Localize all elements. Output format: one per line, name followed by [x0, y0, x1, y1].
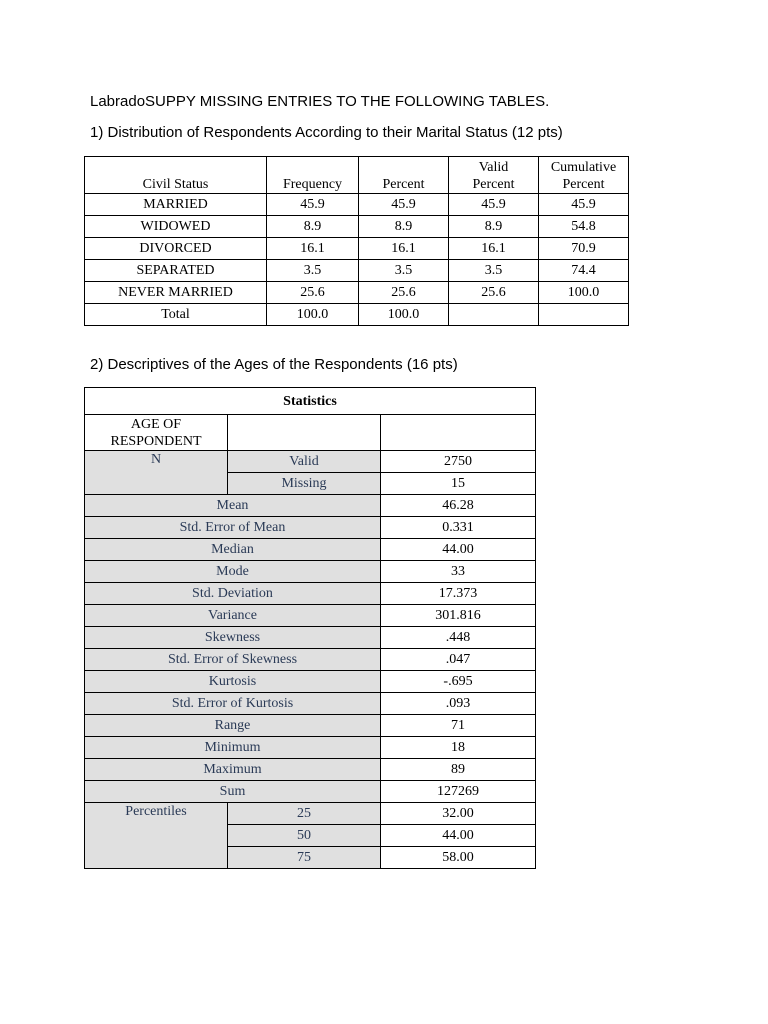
- valid-percent-cell: 25.6: [449, 282, 539, 304]
- frequency-cell: 8.9: [267, 216, 359, 238]
- variable-label: [85, 415, 228, 451]
- missing-value: 15: [381, 473, 536, 495]
- table-row: [85, 238, 629, 260]
- stats-row: [85, 495, 536, 517]
- frequency-cell: 100.0: [267, 304, 359, 326]
- stat-value: .047: [381, 649, 536, 671]
- cumulative-percent-cell: 100.0: [539, 282, 629, 304]
- percentile-label: 25: [228, 803, 381, 825]
- stat-label: Skewness: [85, 627, 381, 649]
- percent-cell: 100.0: [359, 304, 449, 326]
- marital-status-table: [84, 156, 629, 326]
- stats-row: [85, 671, 536, 693]
- status-cell: SEPARATED: [85, 260, 267, 282]
- status-cell: Total: [85, 304, 267, 326]
- percent-cell: 3.5: [359, 260, 449, 282]
- stat-value: .093: [381, 693, 536, 715]
- frequency-cell: 3.5: [267, 260, 359, 282]
- table-row: [85, 194, 629, 216]
- percentiles-label: Percentiles: [85, 803, 228, 869]
- stat-value: 18: [381, 737, 536, 759]
- header-cumulative-percent: [539, 157, 629, 194]
- header-frequency: Frequency: [267, 157, 359, 194]
- stat-value: 89: [381, 759, 536, 781]
- percentile-label: 75: [228, 847, 381, 869]
- stats-title-row: [85, 388, 536, 415]
- stat-value: 33: [381, 561, 536, 583]
- header-valid-percent: [449, 157, 539, 194]
- stat-value: 127269: [381, 781, 536, 803]
- stat-value: 0.331: [381, 517, 536, 539]
- stat-label: Std. Error of Kurtosis: [85, 693, 381, 715]
- valid-percent-cell: 3.5: [449, 260, 539, 282]
- stats-row: [85, 561, 536, 583]
- table-row: [85, 260, 629, 282]
- status-cell: WIDOWED: [85, 216, 267, 238]
- cumulative-percent-cell: 74.4: [539, 260, 629, 282]
- valid-label: Valid: [228, 451, 381, 473]
- header-valid-line-2: Percent: [472, 177, 515, 192]
- stat-label: Mean: [85, 495, 381, 517]
- stat-label: Minimum: [85, 737, 381, 759]
- status-cell: MARRIED: [85, 194, 267, 216]
- cumulative-percent-cell: [539, 304, 629, 326]
- stat-label: Std. Error of Mean: [85, 517, 381, 539]
- status-cell: NEVER MARRIED: [85, 282, 267, 304]
- stat-label: Std. Deviation: [85, 583, 381, 605]
- header-percent: Percent: [359, 157, 449, 194]
- stat-value: .448: [381, 627, 536, 649]
- variable-line-2: RESPONDENT: [110, 433, 202, 449]
- stat-label: Median: [85, 539, 381, 561]
- table-row: [85, 216, 629, 238]
- stat-label: Kurtosis: [85, 671, 381, 693]
- percent-cell: 25.6: [359, 282, 449, 304]
- percentile-value: 58.00: [381, 847, 536, 869]
- valid-value: 2750: [381, 451, 536, 473]
- header-cumulative-line-2: Percent: [562, 177, 605, 192]
- age-statistics-table: [84, 387, 536, 869]
- frequency-cell: 25.6: [267, 282, 359, 304]
- stat-label: Mode: [85, 561, 381, 583]
- table-row-total: [85, 304, 629, 326]
- missing-label: Missing: [228, 473, 381, 495]
- frequency-cell: 16.1: [267, 238, 359, 260]
- valid-percent-cell: 8.9: [449, 216, 539, 238]
- stats-row: [85, 649, 536, 671]
- percentile-value: 44.00: [381, 825, 536, 847]
- stat-value: 17.373: [381, 583, 536, 605]
- table-row: [85, 282, 629, 304]
- header-cumulative-line-1: Cumulative: [550, 160, 617, 175]
- cumulative-percent-cell: 45.9: [539, 194, 629, 216]
- stat-value: 46.28: [381, 495, 536, 517]
- stats-row: [85, 517, 536, 539]
- blank-cell: [228, 415, 381, 451]
- stats-row: [85, 539, 536, 561]
- question-1-title: 1) Distribution of Respondents According to their Marital Status (12 pts): [90, 124, 563, 141]
- valid-percent-cell: 45.9: [449, 194, 539, 216]
- stat-label: Maximum: [85, 759, 381, 781]
- valid-percent-cell: [449, 304, 539, 326]
- stats-row-n-valid: [85, 451, 536, 473]
- stats-row: [85, 737, 536, 759]
- n-label: N: [85, 451, 228, 495]
- stats-row: [85, 605, 536, 627]
- stat-label: Sum: [85, 781, 381, 803]
- instruction-heading: LabradoSUPPY MISSING ENTRIES TO THE FOLLOWING TABLES.: [90, 93, 550, 110]
- status-cell: DIVORCED: [85, 238, 267, 260]
- stats-row: [85, 627, 536, 649]
- variable-row: [85, 415, 536, 451]
- table-header-row: [85, 157, 629, 194]
- stat-label: Variance: [85, 605, 381, 627]
- percentile-row: [85, 803, 536, 825]
- header-civil-status: Civil Status: [85, 157, 267, 194]
- percentile-label: 50: [228, 825, 381, 847]
- stats-row: [85, 583, 536, 605]
- stat-value: 71: [381, 715, 536, 737]
- valid-percent-cell: 16.1: [449, 238, 539, 260]
- percent-cell: 16.1: [359, 238, 449, 260]
- percent-cell: 8.9: [359, 216, 449, 238]
- stats-row: [85, 781, 536, 803]
- frequency-cell: 45.9: [267, 194, 359, 216]
- percent-cell: 45.9: [359, 194, 449, 216]
- stats-title: Statistics: [85, 388, 536, 415]
- question-2-title: 2) Descriptives of the Ages of the Respondents (16 pts): [90, 356, 458, 373]
- stat-label: Range: [85, 715, 381, 737]
- blank-cell: [381, 415, 536, 451]
- header-valid-line-1: Valid: [478, 160, 509, 175]
- cumulative-percent-cell: 70.9: [539, 238, 629, 260]
- stats-row: [85, 759, 536, 781]
- stat-value: -.695: [381, 671, 536, 693]
- percentile-value: 32.00: [381, 803, 536, 825]
- stats-row: [85, 693, 536, 715]
- stat-label: Std. Error of Skewness: [85, 649, 381, 671]
- stat-value: 301.816: [381, 605, 536, 627]
- stat-value: 44.00: [381, 539, 536, 561]
- variable-line-1: AGE OF: [130, 416, 182, 432]
- cumulative-percent-cell: 54.8: [539, 216, 629, 238]
- stats-row: [85, 715, 536, 737]
